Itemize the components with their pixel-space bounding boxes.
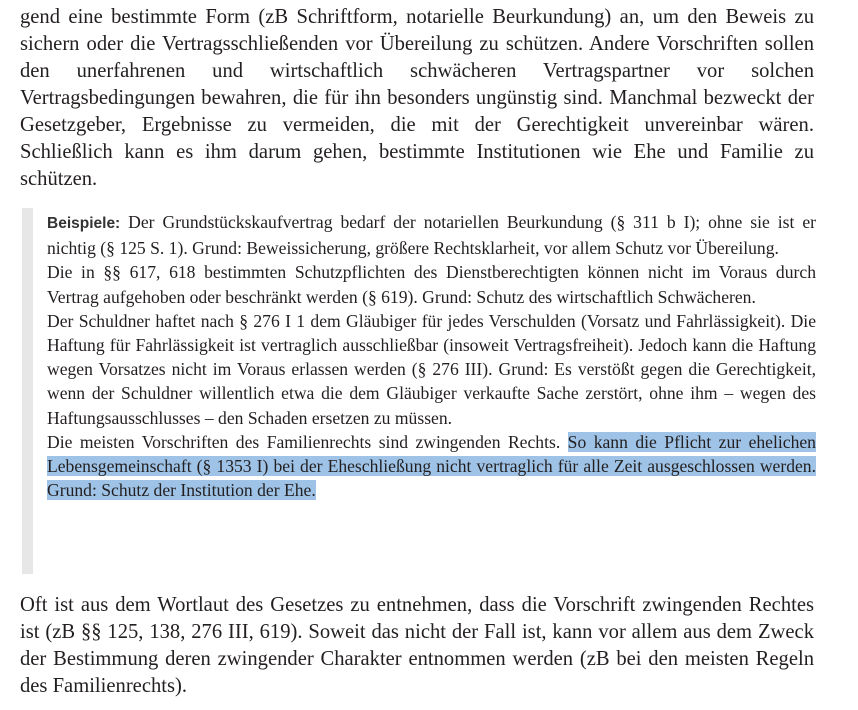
example-item-3: Der Schuldner haftet nach § 276 I 1 dem Gläubiger für jedes Verschulden (Vorsatz und Fahrlässigkeit). Die Haftung für Fahrlässigkeit ist vertraglich ausschließbar (insoweit Vertragsfreiheit). Jedoch kann die Haftung wegen Vorsatzes nicht im Voraus erlassen werden (§ 276 III). Grund: Es verstößt gegen die Gerechtigkeit, wenn der Schuldner willentlich etwa die dem Gläubiger verkaufte Sache zerstört, ohne ihm – wegen des Haftungsausschlusses – den Schaden ersetzen zu müssen. — [47, 310, 816, 428]
example-item-2: Die in §§ 617, 618 bestimmten Schutzpflichten des Dienstberechtigten können nicht im Voraus durch Vertrag aufgehoben oder beschränkt werden (§ 619). Grund: Schutz des wirtschaftlich Schwächeren. — [47, 262, 816, 307]
examples-box — [22, 208, 818, 576]
selected-text-highlight[interactable]: So kann die Pflicht zur ehelichen Lebensgemeinschaft (§ 1353 I) bei der Eheschließung nicht vertraglich für alle Zeit ausgeschlossen werden. Grund: Schutz der Institution der Ehe. — [47, 431, 816, 501]
example-item-1-text: Der Grundstückskaufvertrag bedarf der notariellen Beurkundung (§ 311 b I); ohne sie ist er nichtig (§ 125 S. 1). Grund: Beweissicherung, größere Rechtsklarheit, vor allem Schutz vor Übereilung. — [47, 212, 816, 259]
examples-text — [47, 210, 816, 502]
closing-paragraph: Oft ist aus dem Wortlaut des Gesetzes zu entnehmen, dass die Vorschrift zwingenden Rechtes ist (zB §§ 125, 138, 276 III, 619). Soweit das nicht der Fall ist, kann vor allem aus dem Zweck der Bestimmung deren zwingender Charakter entnommen werden (zB bei den meisten Regeln des Familienrechts). — [20, 594, 814, 697]
intro-paragraph: gend eine bestimmte Form (zB Schriftform, notarielle Beurkundung) an, um den Beweis zu sichern oder die Vertragsschließenden vor Übereilung zu schützen. Andere Vorschriften sollen den unerfahrenen und wirtschaftlich schwächeren Vertragspartner vor solchen Vertragsbedingungen bewahren, die für ihn besonders ungünstig sind. Manchmal bezweckt der Gesetzgeber, Ergebnisse zu vermeiden, die mit der Gerechtigkeit unvereinbar wären. Schließlich kann es ihm darum gehen, bestimmte Institutionen wie Ehe und Familie zu schützen. — [20, 6, 814, 190]
example-item-1 — [47, 210, 816, 260]
examples-sidebar-bar — [22, 208, 33, 574]
examples-label: Beispiele: — [47, 215, 121, 232]
example-item-4-text: Die meisten Vorschriften des Familienrechts sind zwingenden Rechts. — [47, 431, 568, 452]
example-item-4 — [47, 430, 816, 503]
